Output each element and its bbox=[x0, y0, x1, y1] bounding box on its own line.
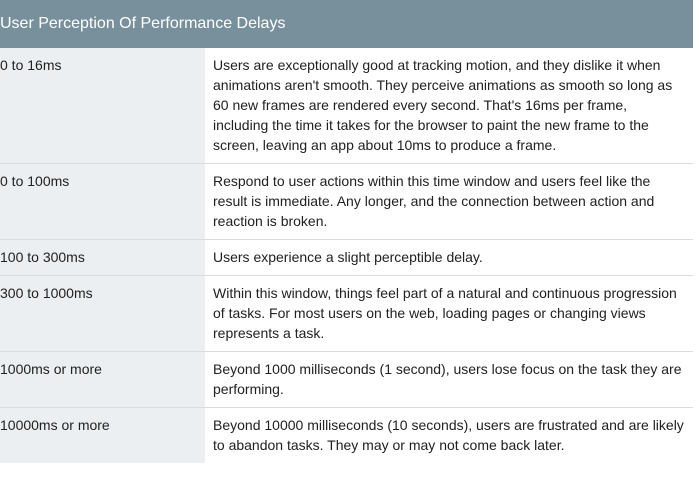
delay-range-cell: 100 to 300ms bbox=[0, 240, 205, 275]
description-cell: Beyond 1000 milliseconds (1 second), users lose focus on the task they are performing. bbox=[213, 361, 682, 397]
delay-range-cell: 0 to 16ms bbox=[0, 48, 205, 163]
delay-range-cell: 10000ms or more bbox=[0, 408, 205, 463]
table-title: User Perception Of Performance Delays bbox=[0, 15, 286, 32]
description-cell: Within this window, things feel part of a natural and continuous progression of tasks. For most users on the web, loading pages or changing views represents a task. bbox=[213, 285, 677, 341]
table-row bbox=[0, 276, 693, 352]
table-row bbox=[0, 240, 693, 276]
description-cell: Beyond 10000 milliseconds (10 seconds), users are frustrated and are likely to abandon tasks. They may or may not come back later. bbox=[213, 417, 684, 453]
table-row bbox=[0, 352, 693, 408]
table-row bbox=[0, 48, 693, 164]
description-cell: Respond to user actions within this time window and users feel like the result is immediate. Any longer, and the connection between action and reaction is broken. bbox=[213, 173, 655, 229]
table-row bbox=[0, 164, 693, 240]
table-row bbox=[0, 408, 693, 463]
delay-range-cell: 300 to 1000ms bbox=[0, 276, 205, 351]
delay-range-cell: 0 to 100ms bbox=[0, 164, 205, 239]
description-cell: Users are exceptionally good at tracking motion, and they dislike it when animations aren't smooth. They perceive animations as smooth so long as 60 new frames are rendered every second. That's 16ms per frame, including the time it takes for the browser to paint the new frame to the screen, leaving an app about 10ms to produce a frame. bbox=[213, 57, 673, 153]
description-cell: Users experience a slight perceptible delay. bbox=[213, 249, 483, 265]
delay-range-cell: 1000ms or more bbox=[0, 352, 205, 407]
table-header bbox=[0, 0, 693, 48]
